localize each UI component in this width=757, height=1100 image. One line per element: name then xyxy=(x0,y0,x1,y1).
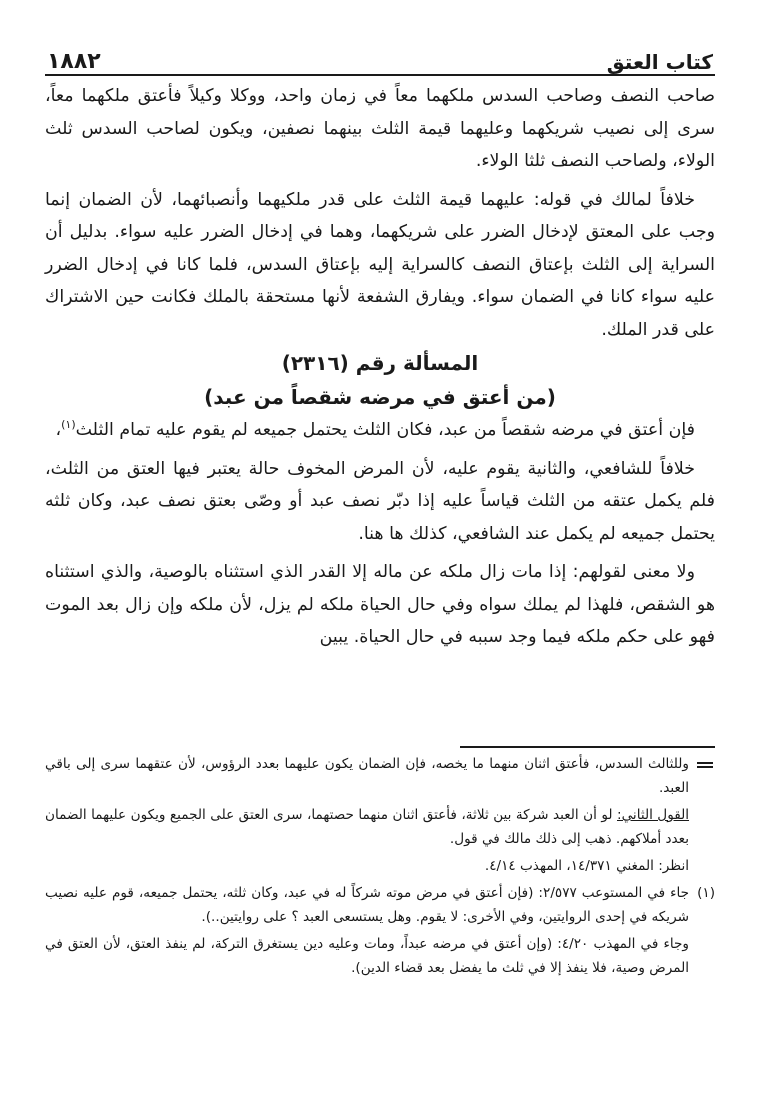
book-page xyxy=(45,40,715,1070)
book-title: كتاب العتق xyxy=(606,50,713,74)
footnote-1 xyxy=(45,881,715,929)
paragraph: خلافاً لمالك في قوله: عليهما قيمة الثلث على قدر ملكيهما وأنصبائهما، لأن الضمان إنما وجب على المعتق لإدخال الضرر على شريكهما، وهما في إدخال الضرر عليه سواء. بدليل أن السراية إلى الثلث بإعتاق النصف كالسراية إليه بإعتاق السدس، فلما كانا في إدخال الضرر عليه سواء كانا في الضمان سواء. ويفارق الشفعة لأنها مستحقة بالملك فكانت حين الاشتراك على قدر الملك. xyxy=(45,189,715,340)
second-opinion-text: لو أن العبد شركة بين ثلاثة، فأعتق اثنان منهما حصتهما، سرى العتق على الجميع ويكون عليهما الضمان بعدد أملاكهم. ذهب إلى ذلك مالك في قول. xyxy=(45,807,689,847)
footnote-reference[interactable]: (١) xyxy=(61,418,76,432)
footnote-number: (١) xyxy=(697,885,715,901)
footnote-text: جاء في المستوعب ٢/٥٧٧: (فإن أعتق في مرض موته شركاً له في عبد، وكان ثلثه، يحتمل جميعه، قوم عليه نصيب شريكه في إحدى الروايتين، وفي الأخرى: لا يقوم. وهل يستسعى العبد ؟ على روايتين..). xyxy=(45,885,690,925)
footnote-separator xyxy=(460,746,715,748)
paragraph: صاحب النصف وصاحب السدس ملكهما معاً في زمان واحد، ووكلا وكيلاً فأعتق ملكهما معاً، سرى إلى نصيب شريكهما وعليهما قيمة الثلث بينهما نصفين، ويكون لصاحب السدس ثلث الولاء، ولصاحب النصف ثلثا الولاء. xyxy=(45,86,715,171)
main-text xyxy=(45,80,715,654)
footnote-text: وللثالث السدس، فأعتق اثنان منهما ما يخصه، فإن الضمان يكون عليهما بعدد الرؤوس، لأن عتقهما سرى إلى باقي العبد. xyxy=(45,756,689,796)
footnotes xyxy=(45,752,715,983)
page-number: ١٨٨٢ xyxy=(47,49,101,74)
second-opinion-label: القول الثاني: xyxy=(617,807,690,823)
footnote-continuation xyxy=(45,854,715,878)
footnote-text xyxy=(45,803,689,851)
footnote-text: وجاء في المهذب ٤/٢٠: (وإن أعتق في مرضه عبداً، ومات وعليه دين يستغرق التركة، لم ينفذ العتق، لأن العتق في المرض وصية، فلا ينفذ إلا في ثلث ما يفضل بعد قضاء الدين). xyxy=(45,936,689,976)
issue-title-heading: (من أعتق في مرضه شقصاً من عبد) xyxy=(204,385,556,409)
footnote-1-continued xyxy=(45,932,715,980)
footnote-continuation xyxy=(45,752,715,800)
issue-number-heading: المسألة رقم (٢٣١٦) xyxy=(281,351,479,375)
paragraph-end: ، xyxy=(55,420,62,440)
paragraph: ولا معنى لقولهم: إذا مات زال ملكه عن ماله إلا القدر الذي استثناه بالوصية، والذي استثناه هو الشقص، فلهذا لم يملك سواه وفي حال الحياة ملكه لم يزل، لأن ملكه وإن زال بعد الموت فهو على حكم ملكه فيما وجد سببه في حال الحياة. يبين xyxy=(45,562,715,647)
page-header xyxy=(45,40,715,76)
footnote-text: انظر: المغني ١٤/٣٧١، المهذب ٤/١٤. xyxy=(484,858,689,874)
paragraph xyxy=(45,414,715,447)
paragraph: خلافاً للشافعي، والثانية يقوم عليه، لأن المرض المخوف حالة يعتبر فيها العتق من الثلث، فلم يكمل عتقه من الثلث قياساً عليه إذا دبّر نصف عبد أو وصّى بعتق نصف عبد، وكان ثلثه يحتمل جميعه لم يكمل عند الشافعي، كذلك ها هنا. xyxy=(45,458,715,544)
paragraph-text: فإن أعتق في مرضه شقصاً من عبد، فكان الثلث يحتمل جميعه لم يقوم عليه تمام الثلث xyxy=(75,420,695,440)
footnote-continuation xyxy=(45,803,715,851)
